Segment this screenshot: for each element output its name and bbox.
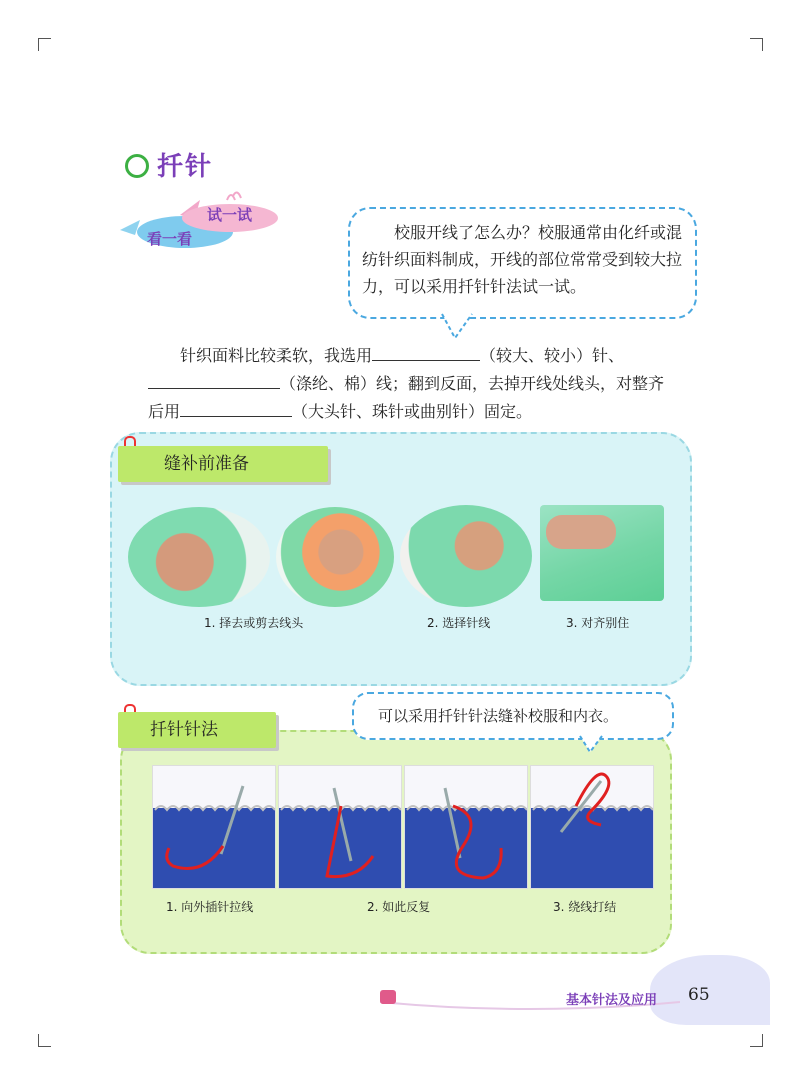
stitch-hint-text: 可以采用扦针针法缝补校服和内衣。 (378, 707, 619, 725)
badge-top-text: 试一试 (207, 206, 253, 224)
answer-blank-2[interactable] (148, 371, 280, 389)
stitch-tag-text: 扦针针法 (150, 720, 218, 740)
crop-mark-tl (38, 38, 51, 51)
answer-blank-1[interactable] (372, 343, 480, 361)
badge-bottom-text: 看一看 (147, 230, 193, 248)
prep-tag (118, 446, 328, 482)
stitch-panel-4 (530, 765, 654, 889)
page-title (125, 146, 213, 183)
try-look-badge (115, 190, 285, 260)
photo-choose-needle (400, 505, 532, 607)
stitch-caption-1: 1. 向外插针拉线 (166, 900, 254, 914)
stitch-caption-2: 2. 如此反复 (367, 900, 431, 914)
prep-caption-1: 1. 择去或剪去线头 (204, 616, 304, 630)
stitch-panel-2 (278, 765, 402, 889)
flower-icon (125, 154, 149, 178)
bubble-tail (440, 312, 480, 342)
crop-mark-br (750, 1034, 763, 1047)
prep-tag-text: 缝补前准备 (164, 454, 249, 474)
stitch-caption-3: 3. 绕线打结 (553, 900, 617, 914)
fill-in-paragraph (148, 342, 676, 426)
bubble-tail (578, 734, 608, 756)
shirt-icon (380, 990, 396, 1004)
prep-caption-2: 2. 选择针线 (427, 616, 491, 630)
crop-mark-tr (750, 38, 763, 51)
stitch-panel-3 (404, 765, 528, 889)
whale-icon (115, 190, 285, 260)
crop-mark-bl (38, 1034, 51, 1047)
photo-align-pin (540, 505, 664, 601)
prep-caption-3: 3. 对齐别住 (566, 616, 630, 630)
para-part-2: （较大、较小）针、 (480, 346, 625, 365)
stitch-tag (118, 712, 276, 748)
photo-remove-threads-2 (276, 507, 394, 607)
stitch-panel-1 (152, 765, 276, 889)
page-title-text: 扦针 (157, 152, 214, 182)
footer-chapter: 基本针法及应用 (566, 993, 658, 1008)
page-number: 65 (688, 985, 710, 1005)
para-part-4: （大头针、珠针或曲别针）固定。 (292, 402, 533, 421)
footer-decoration (650, 955, 770, 1025)
photo-remove-threads-1 (128, 507, 270, 607)
answer-blank-3[interactable] (180, 399, 292, 417)
para-part-1: 针织面料比较柔软，我选用 (180, 346, 373, 365)
hint-text: 校服开线了怎么办？校服通常由化纤或混纺针织面料制成，开线的部位常常受到较大拉力，可以采用扦针针法试一试。 (362, 223, 683, 296)
para-part-3: （涤纶、棉）线；翻到反面，去掉开线处线头，对整齐后用 (148, 374, 665, 421)
